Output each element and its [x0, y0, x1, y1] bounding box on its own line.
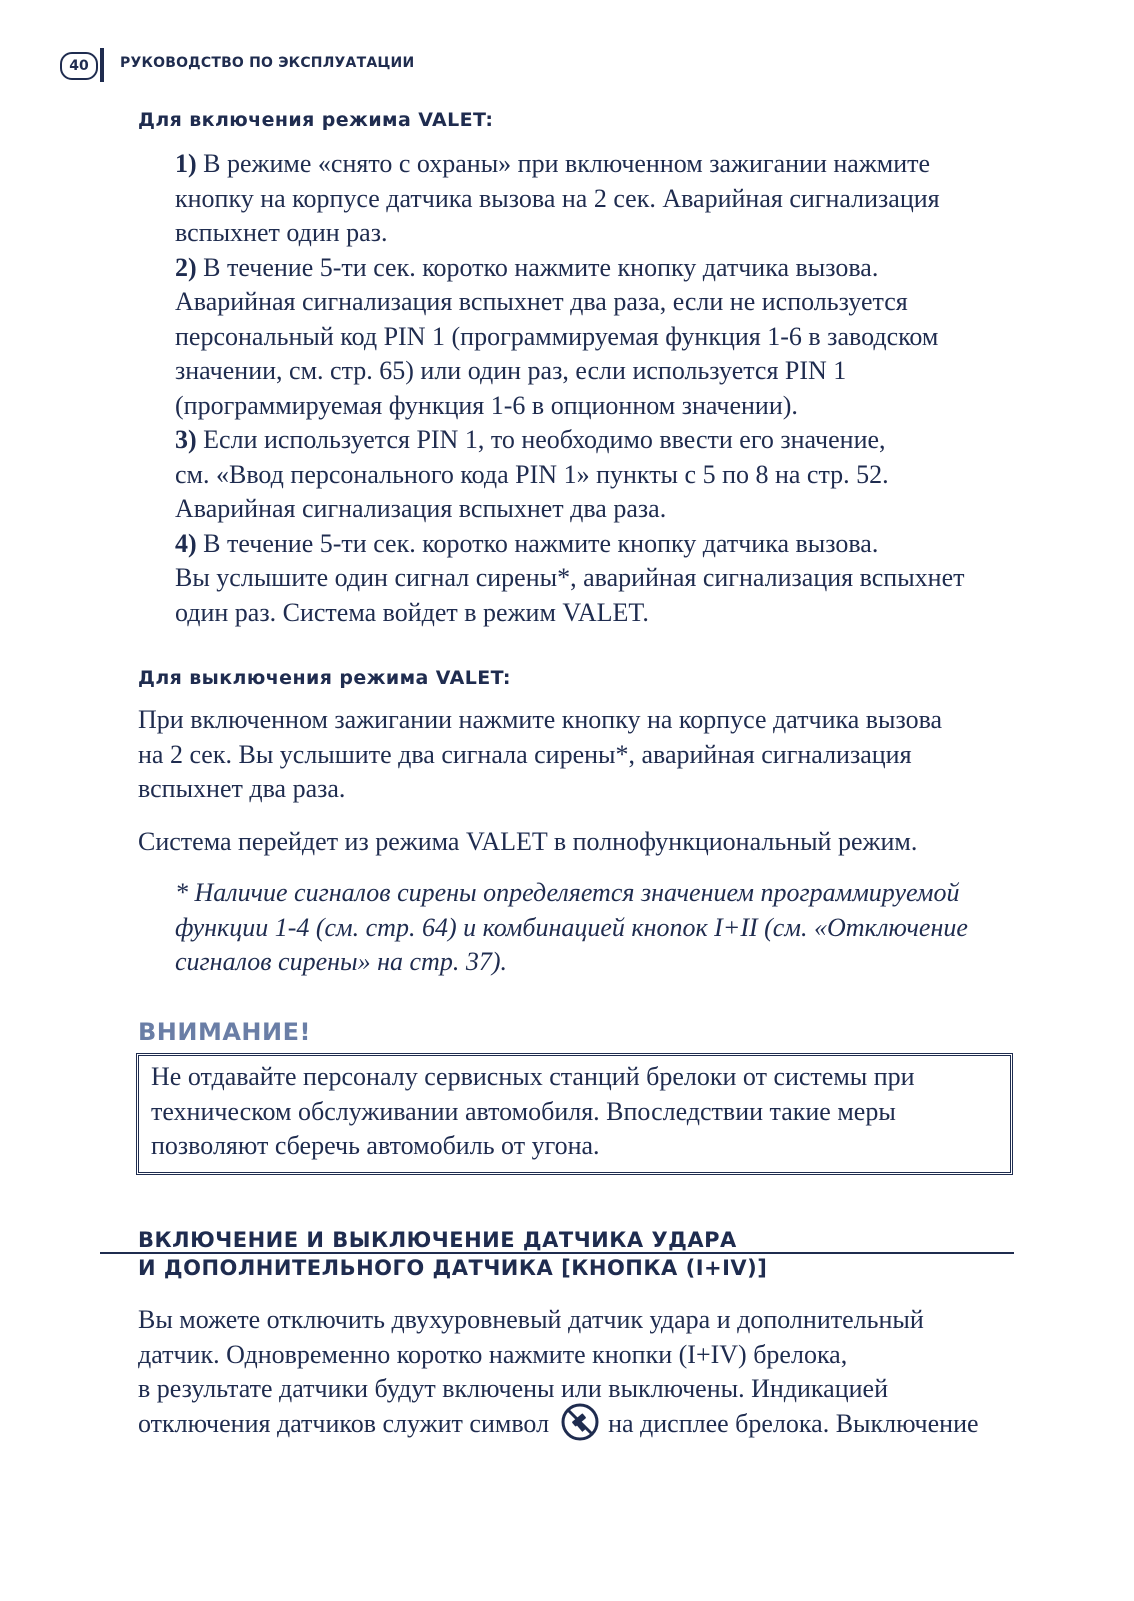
enable-valet-steps — [175, 147, 1055, 630]
footnote-line: функции 1-4 (см. стр. 64) и комбинацией кнопок I+II (см. «Отключение — [175, 912, 968, 942]
step-4 — [175, 527, 1055, 631]
attention-line: Не отдавайте персоналу сервисных станций брелоки от системы при — [151, 1062, 915, 1091]
attention-box — [136, 1053, 1013, 1175]
step-text-line: В течение 5-ти сек. коротко нажмите кнопку датчика вызова. — [203, 528, 879, 558]
step-text-line: В режиме «снято с охраны» при включенном зажигании нажмите — [203, 149, 931, 178]
section-title-line: И ДОПОЛНИТЕЛЬНОГО ДАТЧИКА [КНОПКА (I+IV)] — [138, 1256, 768, 1280]
step-2 — [175, 251, 1055, 424]
line-text-before-symbol: отключения датчиков служит символ — [138, 1408, 550, 1438]
attention-line: позволяют сберечь автомобиль от угона. — [151, 1131, 600, 1160]
step-text-line: Вы услышите один сигнал сирены*, аварийная сигнализация вспыхнет — [175, 563, 965, 592]
step-text-line: см. «Ввод персонального кода PIN 1» пункты с 5 по 8 на стр. 52. — [175, 459, 889, 489]
step-text-line: В течение 5-ти сек. коротко нажмите кнопку датчика вызова. — [203, 252, 879, 282]
section-divider — [100, 1252, 1014, 1254]
step-text-line: Если используется PIN 1, то необходимо ввести его значение, — [203, 425, 886, 454]
header-divider — [100, 48, 104, 82]
step-3 — [175, 423, 1055, 527]
paragraph-line: При включенном зажигании нажмите кнопку на корпусе датчика вызова — [138, 705, 943, 734]
step-text-line: Аварийная сигнализация вспыхнет два раза. — [175, 494, 667, 523]
shock-sensor-section-title — [138, 1226, 767, 1282]
step-number: 1) — [175, 149, 197, 178]
step-number: 3) — [175, 425, 197, 454]
disable-valet-paragraph — [138, 703, 1038, 807]
shock-sensor-paragraph — [138, 1303, 1038, 1442]
paragraph-line: в результате датчики будут включены или выключены. Индикацией — [138, 1374, 888, 1403]
step-number: 4) — [175, 528, 197, 558]
attention-text — [151, 1060, 915, 1164]
paragraph-line: Система перейдет из режима VALET в полнофункциональный режим. — [138, 827, 918, 856]
section-title-line: ВКЛЮЧЕНИЕ И ВЫКЛЮЧЕНИЕ ДАТЧИКА УДАРА — [138, 1228, 737, 1252]
step-text-line: кнопку на корпусе датчика вызова на 2 сек. Аварийная сигнализация — [175, 183, 940, 213]
step-text-line: Аварийная сигнализация вспыхнет два раза, если не используется — [175, 287, 908, 316]
siren-footnote — [175, 876, 1075, 980]
step-number: 2) — [175, 252, 197, 282]
step-text-line: персональный код PIN 1 (программируемая функция 1-6 в заводском — [175, 321, 939, 351]
step-text-line: значении, см. стр. 65) или один раз, если используется PIN 1 — [175, 356, 847, 385]
paragraph-line: датчик. Одновременно коротко нажмите кнопки (I+IV) брелока, — [138, 1339, 848, 1369]
step-text-line: (программируемая функция 1-6 в опционном значении). — [175, 390, 798, 420]
step-1 — [175, 147, 1055, 251]
line-text-after-symbol: на дисплее брелока. Выключение — [608, 1408, 979, 1438]
shock-sensor-off-icon — [560, 1402, 600, 1442]
paragraph-line: на 2 сек. Вы услышите два сигнала сирены*, аварийная сигнализация — [138, 739, 912, 769]
disable-valet-heading: Для выключения режима VALET: — [138, 667, 511, 689]
paragraph-line: Вы можете отключить двухуровневый датчик удара и дополнительный — [138, 1305, 924, 1334]
footnote-line: сигналов сирены» на стр. 37). — [175, 947, 507, 976]
attention-title: ВНИМАНИЕ! — [138, 1018, 311, 1046]
paragraph-line: вспыхнет два раза. — [138, 774, 346, 803]
full-mode-paragraph — [138, 825, 1038, 860]
attention-line: техническом обслуживании автомобиля. Впоследствии такие меры — [151, 1096, 896, 1126]
page-number: 40 — [60, 52, 98, 80]
footnote-line: * Наличие сигналов сирены определяется значением программируемой — [175, 878, 960, 907]
paragraph-line-with-symbol — [138, 1407, 1038, 1442]
header-title: РУКОВОДСТВО ПО ЭКСПЛУАТАЦИИ — [120, 55, 415, 71]
step-text-line: вспыхнет один раз. — [175, 218, 388, 247]
enable-valet-heading: Для включения режима VALET: — [138, 109, 494, 131]
step-text-line: один раз. Система войдет в режим VALET. — [175, 597, 649, 627]
